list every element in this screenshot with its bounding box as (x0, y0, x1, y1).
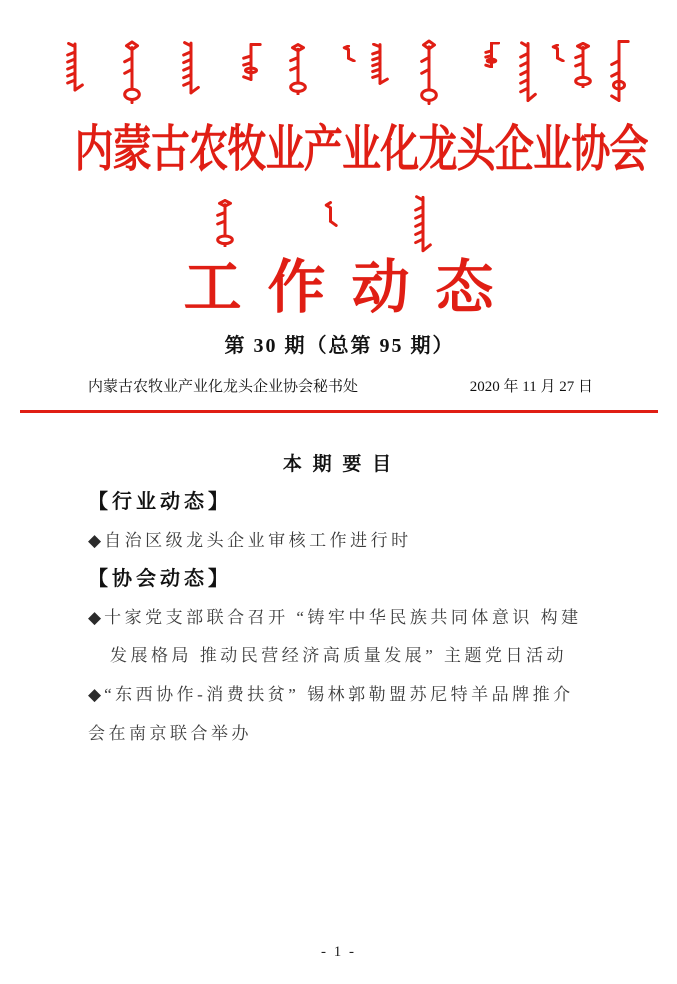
toc-heading: 本 期 要 目 (282, 454, 395, 475)
issue-number-line: 第 30 期（总第 95 期） (224, 335, 455, 357)
mongolian-word-icon (483, 42, 500, 68)
toc-item (88, 522, 621, 561)
toc-item-text: “东西协作-消费扶贫” 锡林郭勒盟苏尼特羊品牌推介 (104, 684, 574, 704)
red-divider-rule (20, 410, 658, 413)
mongolian-word-icon (287, 43, 309, 95)
mongolian-word-icon (240, 43, 262, 81)
bullet-diamond-icon: ◆ (88, 684, 102, 704)
bullet-diamond-icon: ◆ (88, 607, 102, 627)
mongolian-word-icon (517, 41, 539, 103)
publisher-date-row (88, 375, 593, 396)
toc-section-label-industry: 【行业动态】 (88, 491, 232, 513)
toc-item (88, 599, 621, 638)
mongolian-word-icon (121, 40, 143, 104)
table-of-contents (88, 483, 621, 753)
mongolian-word-icon (549, 44, 566, 62)
mongolian-word-icon (64, 42, 86, 92)
bulletin-title: 工作动态 (183, 255, 520, 320)
mongolian-word-icon (418, 39, 440, 105)
toc-item-text: 自治区级龙头企业审核工作进行时 (104, 530, 412, 550)
mongolian-word-icon (322, 201, 339, 227)
publisher-name: 内蒙古农牧业产业化龙头企业协会秘书处 (88, 379, 359, 395)
mongolian-word-icon (180, 41, 202, 95)
page-number: - 1 - (321, 944, 356, 960)
mongolian-word-icon (369, 43, 391, 85)
publish-date: 2020 年 11 月 27 日 (469, 379, 593, 395)
toc-section-label-association: 【协会动态】 (88, 568, 232, 591)
toc-item (88, 676, 621, 715)
organization-title: 内蒙古农牧业产业化龙头企业协会 (74, 121, 648, 177)
mongolian-word-icon (340, 45, 357, 62)
toc-item-text: 十家党支部联合召开 “铸牢中华民族共同体意识 构建 (104, 607, 582, 627)
mongolian-word-icon (608, 39, 630, 103)
mongolian-word-icon (572, 42, 594, 88)
toc-item-continuation: 发展格局 推动民营经济高质量发展” 主题党日活动 (110, 646, 568, 666)
toc-item-continuation: 会在南京联合举办 (88, 723, 252, 743)
bullet-diamond-icon: ◆ (88, 530, 102, 550)
